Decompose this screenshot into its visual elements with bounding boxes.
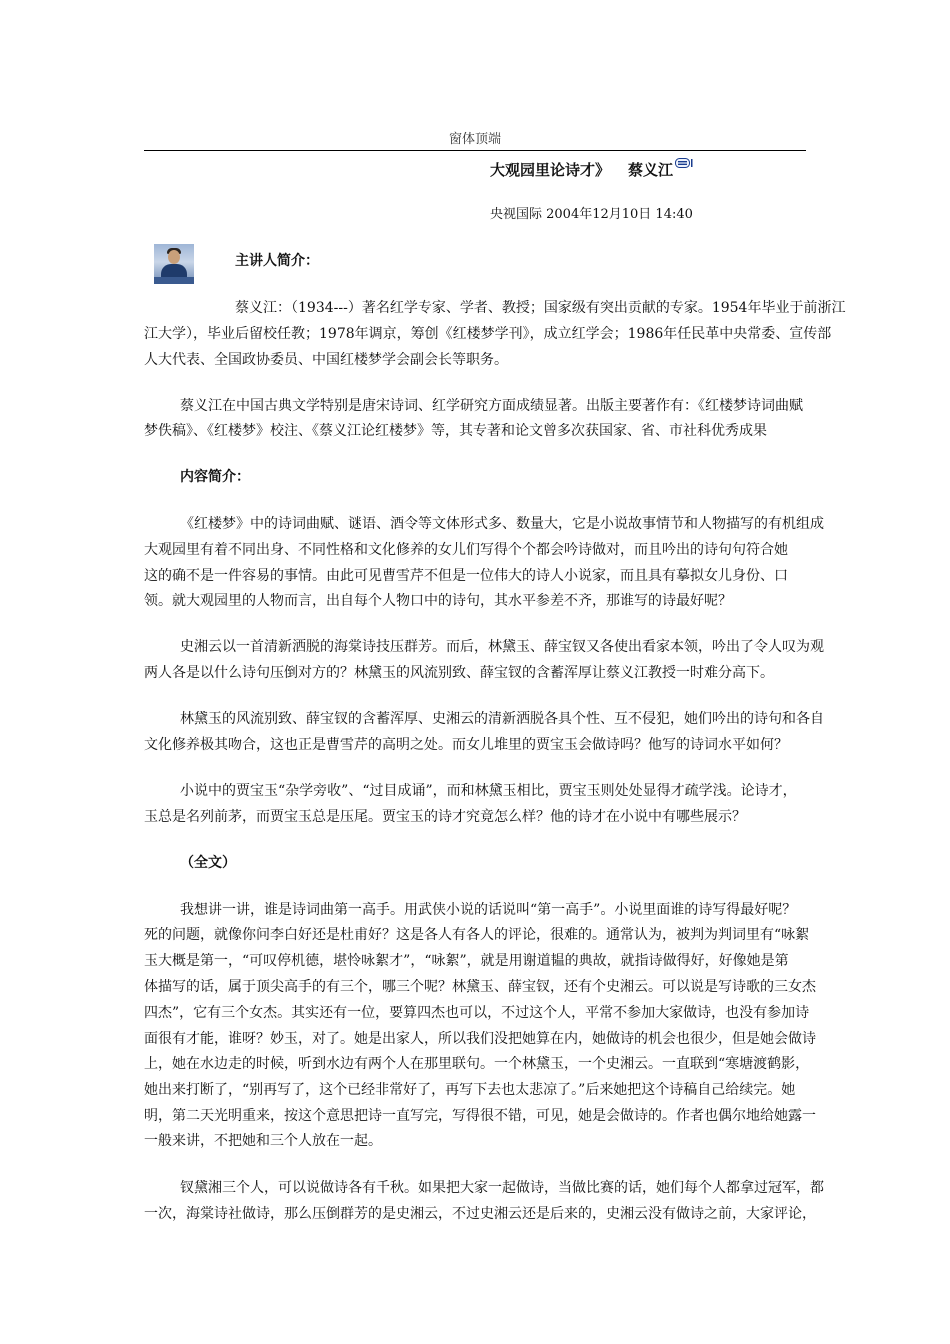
- text-line: 死的问题，就像你问李白好还是杜甫好？这是各人有各人的评论，很难的。通常认为，被判为判词里有“咏絮: [144, 927, 810, 943]
- fulltext-heading: （全文）: [180, 855, 236, 871]
- text-line: 体描写的话，属于顶尖高手的有三个，哪三个呢？林黛玉、薛宝钗，还有个史湘云。可以说是写诗歌的三女杰: [144, 979, 816, 995]
- form-top-rule: [144, 150, 806, 151]
- content-heading: 内容简介：: [180, 469, 250, 485]
- text-line: 蔡义江：（1934---）著名红学专家、学者、教授；国家级有突出贡献的专家。1954年毕业于前浙江: [235, 300, 846, 316]
- text-line: 她出来打断了，“别再写了，这个已经非常好了，再写下去也太悲凉了。”后来她把这个诗稿自己给续完。她: [144, 1082, 796, 1098]
- bio-heading: 主讲人简介：: [235, 253, 319, 269]
- text-line: 这的确不是一件容易的事情。由此可见曹雪芹不但是一位伟大的诗人小说家，而且具有摹拟女儿身份、口: [144, 568, 788, 584]
- video-icon[interactable]: [675, 158, 693, 168]
- text-line: 江大学），毕业后留校任教；1978年调京，筹创《红楼梦学刊》，成立红学会；1986年任民革中央常委、宣传部: [144, 326, 832, 342]
- text-line: 小说中的贾宝玉“杂学旁收”、“过目成诵”，而和林黛玉相比，贾宝玉则处处显得才疏学浅。论诗才，: [180, 783, 797, 799]
- text-line: 一次，海棠诗社做诗，那么压倒群芳的是史湘云，不过史湘云还是后来的，史湘云没有做诗之前，大家评论，: [144, 1206, 816, 1222]
- text-line: 大观园里有着不同出身、不同性格和文化修养的女儿们写得个个都会吟诗做对，而且吟出的诗句句符合她: [144, 542, 788, 558]
- form-top-label: 窗体顶端: [448, 132, 501, 147]
- text-line: 梦佚稿》、《红楼梦》校注、《蔡义江论红楼梦》等，其专著和论文曾多次获国家、省、市社科优秀成果: [144, 423, 767, 439]
- text-line: 玉总是名列前茅，而贾宝玉总是压尾。贾宝玉的诗才究竟怎么样？他的诗才在小说中有哪些展示？: [144, 809, 746, 825]
- speaker-photo: [154, 244, 194, 284]
- text-line: 明，第二天光明重来，按这个意思把诗一直写完，写得很不错，可见，她是会做诗的。作者也偶尔地给她露一: [144, 1108, 816, 1124]
- text-line: 玉大概是第一，“可叹停机德，堪怜咏絮才”，“咏絮”，就是用谢道韫的典故，就指诗做得好，好像她是第: [144, 953, 789, 969]
- text-line: 林黛玉的风流别致、薛宝钗的含蓄浑厚、史湘云的清新洒脱各具个性、互不侵犯，她们吟出的诗句和各自: [180, 711, 824, 727]
- text-line: 上，她在水边走的时候，听到水边有两个人在那里联句。一个林黛玉，一个史湘云。一直联到“寒塘渡鹤影，: [144, 1056, 810, 1072]
- text-line: 钗黛湘三个人，可以说做诗各有千秋。如果把大家一起做诗，当做比赛的话，她们每个人都拿过冠军，都: [180, 1180, 824, 1196]
- text-line: 两人各是以什么诗句压倒对方的？林黛玉的风流别致、薛宝钗的含蓄浑厚让蔡义江教授一时难分高下。: [144, 665, 774, 681]
- text-line: 面很有才能，谁呀？妙玉，对了。她是出家人，所以我们没把她算在内，她做诗的机会也很少，但是她会做诗: [144, 1031, 816, 1047]
- dateline: 央视国际 2004年12月10日 14:40: [490, 207, 693, 222]
- text-line: 人大代表、全国政协委员、中国红楼梦学会副会长等职务。: [144, 352, 508, 368]
- text-line: 蔡义江在中国古典文学特别是唐宋诗词、红学研究方面成绩显著。出版主要著作有：《红楼梦诗词曲赋: [180, 398, 803, 414]
- text-line: 我想讲一讲，谁是诗词曲第一高手。用武侠小说的话说叫“第一高手”。小说里面谁的诗写得最好呢？: [180, 902, 797, 918]
- author-name: 蔡义江: [628, 161, 674, 179]
- title-text: 大观园里论诗才》: [490, 161, 611, 179]
- text-line: 《红楼梦》中的诗词曲赋、谜语、酒令等文体形式多、数量大，它是小说故事情节和人物描写的有机组成: [180, 516, 824, 532]
- text-line: 史湘云以一首清新洒脱的海棠诗技压群芳。而后，林黛玉、薛宝钗又各使出看家本领，吟出了令人叹为观: [180, 639, 824, 655]
- text-line: 领。就大观园里的人物而言，出自每个人物口中的诗句，其水平参差不齐，那谁写的诗最好呢？: [144, 593, 732, 609]
- article-title: [490, 158, 693, 180]
- text-line: 文化修养极其吻合，这也正是曹雪芹的高明之处。而女儿堆里的贾宝玉会做诗吗？他写的诗词水平如何？: [144, 737, 788, 753]
- text-line: 一般来讲，不把她和三个人放在一起。: [144, 1133, 382, 1149]
- text-line: 四杰”，它有三个女杰。其实还有一位，要算四杰也可以，不过这个人，平常不参加大家做诗，也没有参加诗: [144, 1005, 810, 1021]
